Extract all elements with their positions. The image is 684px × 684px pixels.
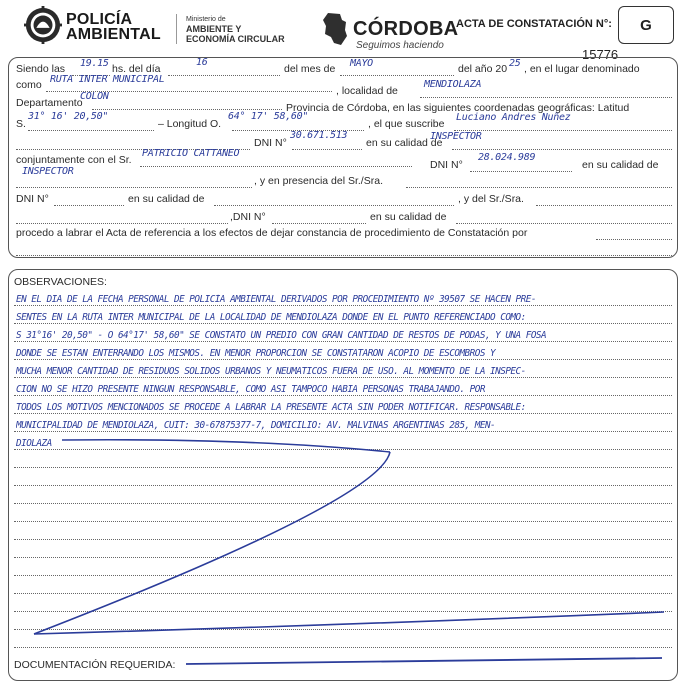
- field-dia-line: [168, 64, 280, 76]
- label-del-sr: , y del Sr./Sra.: [458, 193, 524, 205]
- label-conjuntamente: conjuntamente con el Sr.: [16, 154, 132, 166]
- ministry-line1: AMBIENTE Y: [186, 24, 242, 34]
- obs-ruled-line: [14, 629, 672, 630]
- obs-ruled-line: [14, 305, 672, 306]
- obs-ruled-line: [14, 341, 672, 342]
- field-presencia-line: [406, 176, 672, 188]
- obs-text-line-9: DIOLAZA: [16, 438, 52, 449]
- field-calidad-suscribe-line: [452, 138, 672, 150]
- field-dni-suscribe: 30.671.513: [290, 130, 348, 141]
- obs-text-line-8: MUNICIPALIDAD DE MENDIOLAZA, CUIT: 30-67875377-7, DOMICILIO: AV. MALVINAS ARGENTINAS 285, MEN-: [16, 420, 496, 431]
- obs-ruled-line: [14, 521, 672, 522]
- obs-ruled-line: [14, 575, 672, 576]
- province-name: CÓRDOBA: [353, 18, 459, 40]
- obs-ruled-line: [14, 503, 672, 504]
- ministry-small-label: Ministerio de: [186, 16, 226, 23]
- label-procede: procedo a labrar el Acta de referencia a los efectos de dejar constancia de procedimiento de Constatación por: [16, 227, 528, 239]
- label-dni-companero: DNI N°: [430, 159, 463, 171]
- policia-ambiental-badge-icon: [24, 6, 62, 44]
- cordoba-map-icon: [322, 12, 348, 46]
- label-presencia: , y en presencia del Sr./Sra.: [254, 175, 383, 187]
- obs-ruled-line: [14, 431, 672, 432]
- obs-ruled-line: [14, 593, 672, 594]
- field-dni-testigo-line: [54, 194, 124, 206]
- field-departamento-line: [92, 98, 282, 110]
- obs-ruled-line: [14, 485, 672, 486]
- obs-ruled-line: [14, 449, 672, 450]
- obs-ruled-line: [14, 611, 672, 612]
- org-title: [66, 12, 161, 42]
- field-longitud: 64° 17' 58,60": [228, 111, 309, 122]
- obs-text-line-4: DONDE SE ESTAN ENTERRANDO LOS MISMOS. EN MENOR PROPORCION SE CONSTATARON ACOPIO DE ESCOMBROS Y: [16, 348, 496, 359]
- label-calidad-testigo: en su calidad de: [128, 193, 205, 205]
- documentacion-label: DOCUMENTACIÓN REQUERIDA:: [14, 659, 176, 671]
- ministry-block: [186, 16, 285, 44]
- obs-ruled-line: [14, 557, 672, 558]
- field-lugar: RUTA INTER MUNICIPAL: [50, 74, 165, 85]
- field-localidad: MENDIOLAZA: [424, 79, 482, 90]
- field-calidad-testigo-line: [214, 194, 454, 206]
- obs-ruled-line: [14, 467, 672, 468]
- field-dni-companero: 28.024.989: [478, 152, 536, 163]
- label-mes: del mes de: [284, 63, 336, 75]
- obs-text-line-2: SENTES EN LA RUTA INTER MUNICIPAL DE LA LOCALIDAD DE MENDIOLAZA DONDE EN EL PUNTO REFERENCIADO COMO:: [16, 312, 526, 323]
- obs-ruled-line: [14, 395, 672, 396]
- obs-text-line-7: TODOS LOS MOTIVOS MENCIONADOS SE PROCEDE A LABRAR LA PRESENTE ACTA SIN PODER NOTIFICAR. RESPONSABLE:: [16, 402, 526, 413]
- obs-ruled-line: [14, 413, 672, 414]
- obs-text-line-6: CION NO SE HIZO PRESENTE NINGUN RESPONSABLE, COMO ASI TAMPOCO HABIA PERSONAS TRABAJANDO. POR: [16, 384, 485, 395]
- label-lugar: , en el lugar denominado: [524, 63, 640, 75]
- field-departamento: COLON: [80, 91, 109, 102]
- province-slogan: Seguimos haciendo: [356, 40, 444, 51]
- field-nombre-testigo2-line: [16, 212, 228, 224]
- field-dia: 16: [196, 57, 208, 68]
- field-mes: MAYO: [350, 58, 373, 69]
- label-como: como: [16, 79, 42, 91]
- org-title-line1: POLICÍA: [66, 11, 133, 28]
- header-divider: [176, 14, 177, 44]
- label-longitud: – Longitud O.: [158, 118, 222, 130]
- field-procede-line: [596, 228, 672, 240]
- label-provincia: Provincia de Córdoba, en las siguientes coordenadas geográficas: Latitud: [286, 102, 630, 114]
- label-latitud-s: S.: [16, 118, 26, 130]
- obs-ruled-line: [14, 377, 672, 378]
- obs-ruled-line: [14, 323, 672, 324]
- label-hs-dia: hs. del día: [112, 63, 161, 75]
- field-calidad-suscribe: INSPECTOR: [430, 131, 482, 142]
- label-localidad: , localidad de: [336, 85, 398, 97]
- observaciones-label: OBSERVACIONES:: [14, 276, 107, 288]
- label-calidad-companero: en su calidad de: [582, 159, 659, 171]
- label-anio: del año 20: [458, 63, 508, 75]
- label-siendo: Siendo las: [16, 63, 66, 75]
- obs-text-line-5: MUCHA MENOR CANTIDAD DE RESIDUOS SOLIDOS URBANOS Y NEUMATICOS FUERA DE USO. AL MOMENTO DE LA INSPEC-: [16, 366, 526, 377]
- obs-ruled-line: [14, 539, 672, 540]
- label-calidad-testigo2: en su calidad de: [370, 211, 447, 223]
- field-procede-line2: [16, 244, 672, 256]
- label-calidad-suscribe: en su calidad de: [366, 137, 443, 149]
- label-suscribe: , el que suscribe: [368, 118, 445, 130]
- field-calidad-testigo2-line: [456, 212, 672, 224]
- serie-box: G: [618, 6, 674, 44]
- obs-text-line-3: S 31°16' 20,50" - O 64°17' 58,60" SE CONSTATO UN PREDIO CON GRAN CANTIDAD DE RESTOS DE PODAS, Y UNA FOSA: [16, 330, 547, 341]
- label-dni-testigo2: ,DNI N°: [230, 211, 266, 223]
- field-latitud: 31° 16' 20,50": [28, 111, 109, 122]
- field-calidad-companero: INSPECTOR: [22, 166, 74, 177]
- field-anio: 25: [509, 58, 521, 69]
- acta-title: ACTA DE CONSTATACIÓN N°:: [456, 18, 612, 30]
- obs-ruled-line: [14, 647, 672, 648]
- field-hora: 19.15: [80, 58, 109, 69]
- ministry-line2: ECONOMÍA CIRCULAR: [186, 34, 285, 44]
- label-dni-testigo: DNI N°: [16, 193, 49, 205]
- label-dni-suscribe: DNI N°: [254, 137, 287, 149]
- org-title-line2: AMBIENTAL: [66, 26, 161, 43]
- field-dni-testigo2-line: [272, 212, 366, 224]
- field-suscribe: Luciano Andres Nuñez: [456, 112, 571, 123]
- obs-text-line-1: EN EL DIA DE LA FECHA PERSONAL DE POLICÍA AMBIENTAL DERIVADOS POR PROCEDIMIENTO Nº 39507 SE HACEN PRE-: [16, 294, 536, 305]
- obs-ruled-line: [14, 359, 672, 360]
- field-calidad-companero-line: [16, 176, 252, 188]
- label-departamento: Departamento: [16, 97, 83, 109]
- field-companero: PATRICIO CATTANEO: [142, 148, 240, 159]
- field-del-sr-line: [536, 194, 672, 206]
- acta-number: 15776: [582, 47, 619, 62]
